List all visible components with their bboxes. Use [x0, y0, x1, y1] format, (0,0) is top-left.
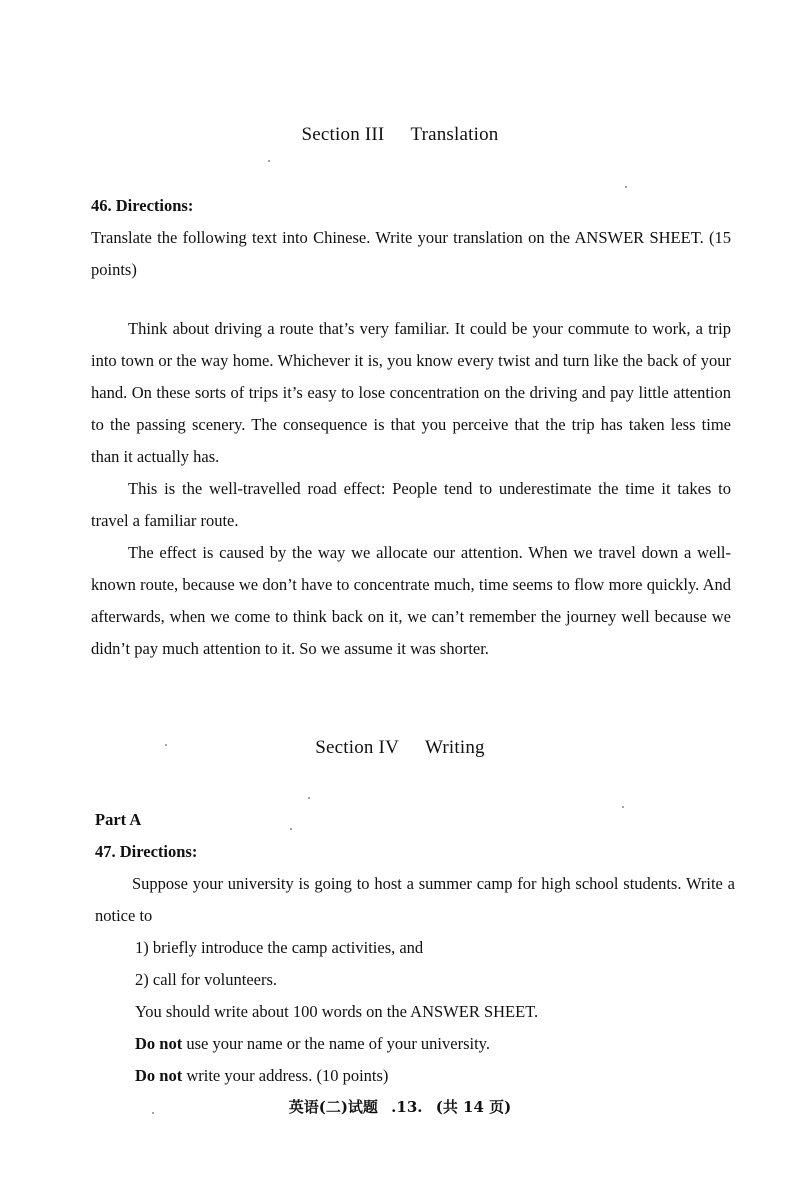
scan-speck [625, 186, 627, 188]
part-a-label: Part A [95, 810, 142, 829]
question-46-instruction: Translate the following text into Chinese. Write your translation on the ANSWER SHEET. (15 points) [91, 228, 731, 279]
scan-speck [165, 744, 167, 746]
section-4-number: Section IV [315, 737, 400, 758]
section-4-name: Writing [425, 737, 485, 758]
scan-speck [622, 806, 624, 808]
footer-page-number: .13. [391, 1098, 423, 1116]
question-46-heading [91, 190, 731, 222]
section-3-name: Translation [410, 124, 499, 145]
part-a [95, 804, 735, 1092]
question-47-heading-text: 47. Directions [95, 842, 192, 861]
note-no-address-bold: Do not [135, 1066, 183, 1085]
question-46-heading-text: 46. Directions [91, 196, 188, 215]
translation-passage [91, 313, 731, 665]
task-item-1: 1) briefly introduce the camp activities, and [135, 938, 424, 957]
passage-paragraph-1: Think about driving a route that’s very familiar. It could be your commute to work, a trip into town or the way home. Whichever it is, you know every twist and turn like the back of your hand. On these sorts of trips it’s easy to lose concentration on the driving and pay little attention to the passing scenery. The consequence is that you perceive that the trip has taken less time than it actually has. [91, 319, 731, 466]
passage-paragraph-2: This is the well-travelled road effect: People tend to underestimate the time it takes to travel a familiar route. [91, 479, 731, 530]
note-no-address [95, 1060, 735, 1092]
scan-speck [290, 828, 292, 830]
note-no-name-bold: Do not [135, 1034, 183, 1053]
scan-speck [152, 1112, 154, 1114]
footer-subject: 英语(二)试题 [288, 1098, 378, 1116]
passage-paragraph-3: The effect is caused by the way we allocate our attention. When we travel down a well-known route, because we don’t have to concentrate much, time seems to flow more quickly. And afterwards, when we come to think back on it, we can’t remember the journey well because we didn’t pay much attention to it. So we assume it was shorter. [91, 543, 731, 658]
question-47-intro: Suppose your university is going to host a summer camp for high school students. Write a notice to [95, 874, 735, 925]
note-no-address-rest: write your address. (10 points) [182, 1066, 389, 1085]
section-3-number: Section III [301, 124, 385, 145]
word-count-instruction: You should write about 100 words on the ANSWER SHEET. [135, 1002, 539, 1021]
footer-total-pages: (共 14 页) [435, 1098, 512, 1116]
scan-speck [268, 160, 270, 162]
page-footer [0, 1096, 800, 1117]
task-item-2: 2) call for volunteers. [135, 970, 278, 989]
note-no-name [95, 1028, 735, 1060]
question-46-directions [91, 190, 731, 286]
note-no-name-rest: use your name or the name of your university. [182, 1034, 490, 1053]
question-46-heading-colon: : [187, 196, 194, 215]
question-47-heading-colon: : [191, 842, 198, 861]
section-3-title [0, 124, 800, 146]
scan-speck [308, 797, 310, 799]
section-4-title [0, 737, 800, 759]
question-47-heading [95, 836, 735, 868]
